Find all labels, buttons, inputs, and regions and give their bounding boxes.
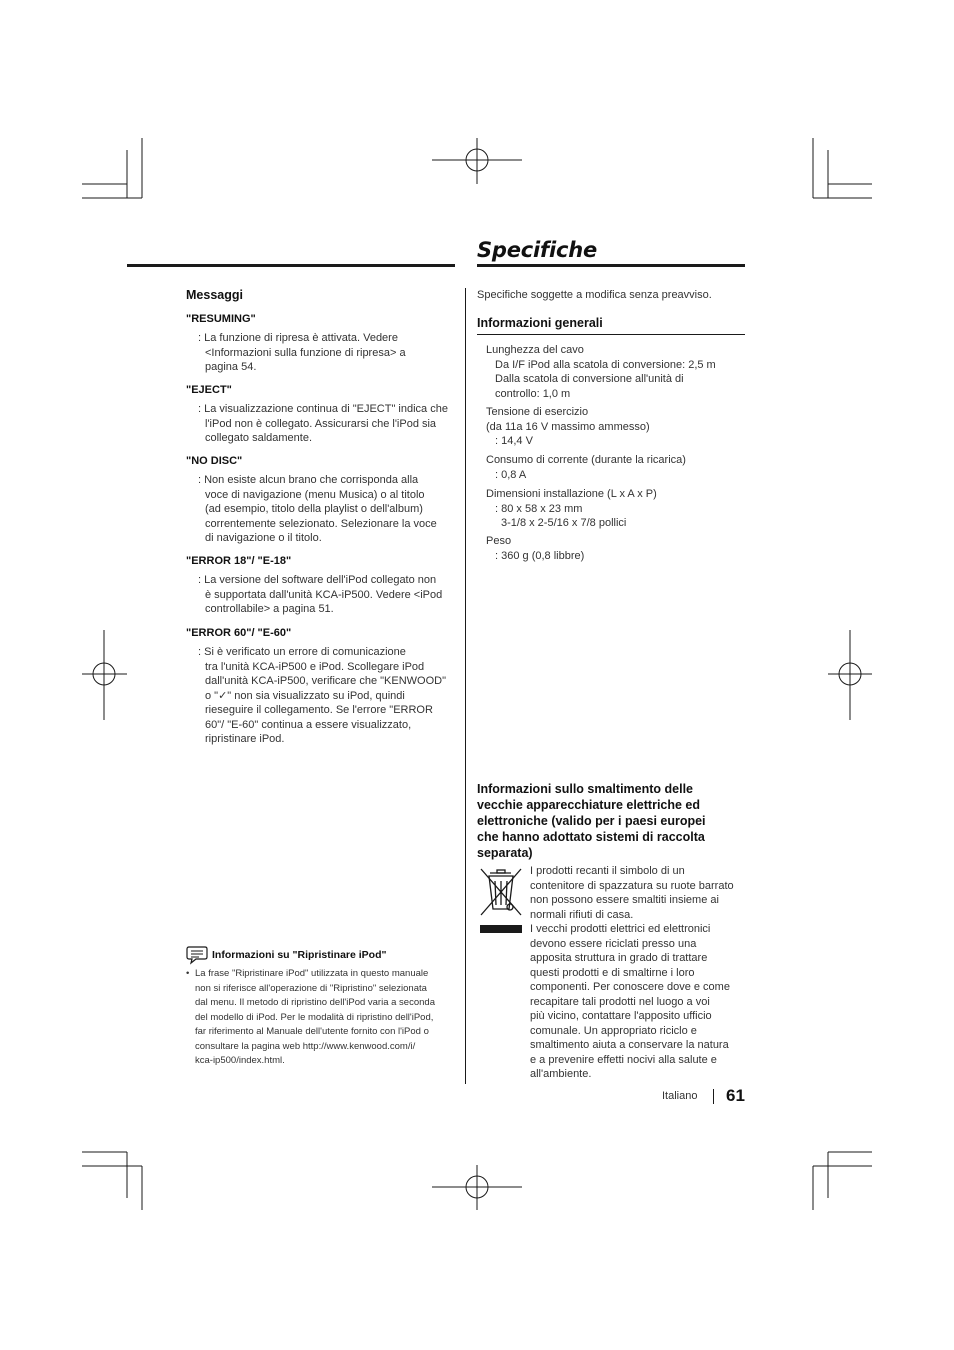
- right-header-rule: [477, 264, 745, 267]
- crossed-bin-icon: [477, 865, 525, 935]
- message-label-error-18: "ERROR 18"/ "E-18": [186, 555, 292, 567]
- footer-separator: [713, 1089, 714, 1104]
- message-text-error-18: : La versione del software dell'iPod collegato non è supportata dall'unità KCA-iP500. Vedere <iPod controllabile> a pagina 51.: [198, 574, 443, 615]
- column-divider: [465, 288, 466, 1084]
- message-label-eject: "EJECT": [186, 384, 232, 396]
- message-label-error-60: "ERROR 60"/ "E-60": [186, 627, 292, 639]
- spec-current: Consumo di corrente (durante la ricarica) : 0,8 A: [486, 454, 686, 481]
- message-label-no-disc: "NO DISC": [186, 455, 243, 467]
- page-number: 61: [726, 1086, 745, 1105]
- message-text-resuming: : La funzione di ripresa è attivata. Vedere <Informazioni sulla funzione di ripresa> a pagina 54.: [198, 332, 406, 373]
- spec-cable-length: Lunghezza del cavo Da I/F iPod alla scatola di conversione: 2,5 m Dalla scatola di conversione all'unità di controllo: 1,0 m: [486, 344, 716, 400]
- note-text: La frase "Ripristinare iPod" utilizzata in questo manuale non si riferisce all'operazione di "Ripristino" selezionata dal menu. Il metodo di ripristino dell'iPod varia a seconda del modello di iPod. Per le modalità di ripristino dell'iPod, far riferimento al Manuale dell'utente fornito con l'iPod o consultare la pagina web http://www.kenwood.com/i/ kca-ip500/index.html.: [195, 968, 435, 1066]
- note-icon: [186, 945, 208, 965]
- disposal-text: I prodotti recanti il simbolo di un contenitore di spazzatura su ruote barrato non possono essere smaltiti insieme ai normali rifiuti di casa. I vecchi prodotti elettrici ed elettronici devono essere riciclati presso una apposita struttura in grado di trattare questi prodotti e di smaltirne i loro componenti. Per conoscere dove e come recapitare tali prodotti nel luogo a voi più vicino, contattare l'apposito ufficio comunale. Un appropriato riciclo e smaltimento aiuta a conservare la natura e a prevenire effetti nocivi alla salute e all'ambiente.: [530, 865, 734, 1080]
- message-text-eject: : La visualizzazione continua di "EJECT" indica che l'iPod non è collegato. Assicurarsi che l'iPod sia collegato saldamente.: [198, 403, 448, 444]
- page-title: Specifiche: [477, 238, 598, 262]
- message-text-error-60: : Si è verificato un errore di comunicazione tra l'unità KCA-iP500 e iPod. Scollegare iPod dall'unità KCA-iP500, verificare che "KENWOOD" o "✓" non sia visualizzato su iPod, quindi rieseguire il collegamento. Se l'errore "ERROR 60"/ "E-60" continua a essere visualizzato, ripristinare iPod.: [198, 646, 446, 745]
- general-info-rule: [477, 334, 745, 335]
- general-info-title: Informazioni generali: [477, 316, 603, 330]
- footer-language: Italiano: [662, 1090, 698, 1102]
- message-label-resuming: "RESUMING": [186, 313, 256, 325]
- spec-weight: Peso : 360 g (0,8 libbre): [486, 535, 585, 562]
- spec-voltage: Tensione di esercizio (da 11a 16 V massimo ammesso) : 14,4 V: [486, 406, 650, 447]
- disposal-title: Informazioni sullo smaltimento delle vecchie apparecchiature elettriche ed elettroniche (valido per i paesi europei che hanno adottato sistemi di raccolta separata): [477, 782, 706, 860]
- note-bullet: •: [186, 968, 190, 979]
- spec-intro: Specifiche soggette a modifica senza preavviso.: [477, 289, 712, 301]
- left-header-rule: [127, 264, 455, 267]
- note-title: Informazioni su "Ripristinare iPod": [212, 949, 387, 961]
- messages-section-title: Messaggi: [186, 288, 243, 302]
- spec-dimensions: Dimensioni installazione (L x A x P) : 80 x 58 x 23 mm 3-1/8 x 2-5/16 x 7/8 pollici: [486, 488, 657, 529]
- message-text-no-disc: : Non esiste alcun brano che corrisponda alla voce di navigazione (menu Musica) o al titolo (ad esempio, titolo della playlist o dell'album) correntemente selezionato. Selezionare la voce di navigazione o il titolo.: [198, 474, 437, 544]
